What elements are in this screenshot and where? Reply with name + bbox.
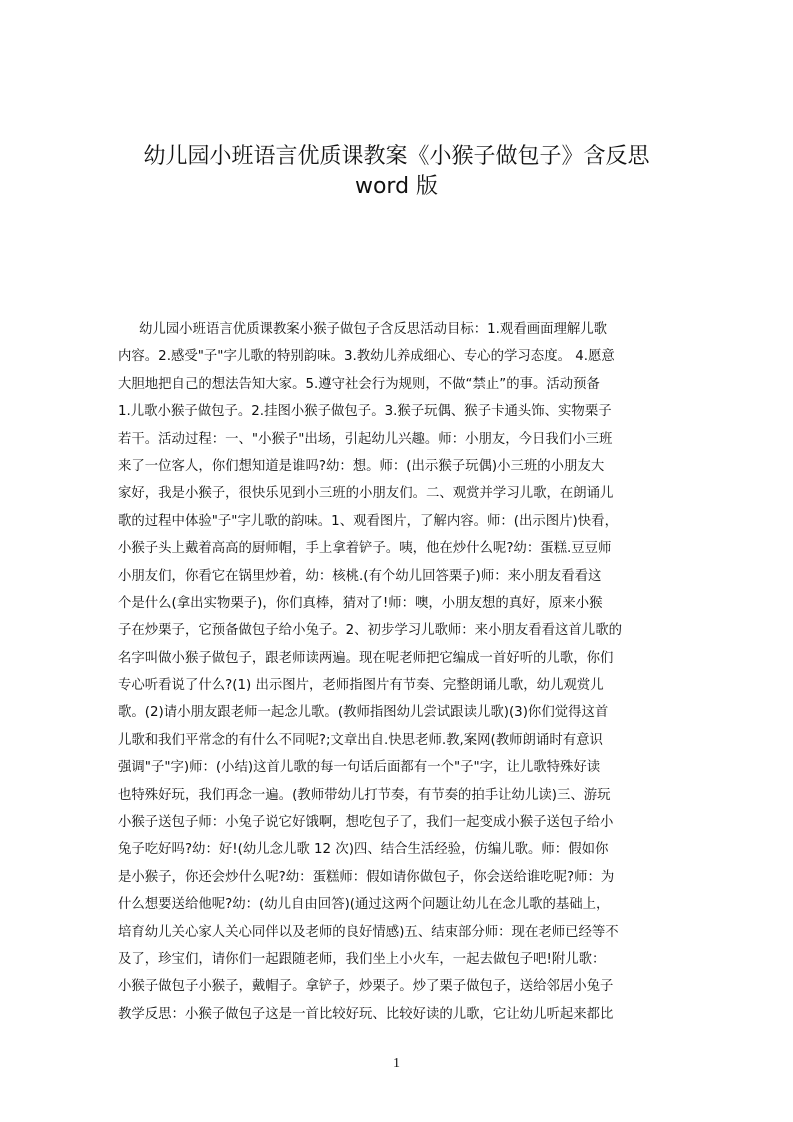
- body-line: 专心听看说了什么?(1) 出示图片，老师指图片有节奏、完整朗诵儿歌，幼儿观赏儿: [118, 678, 604, 694]
- body-line: 是小猴子，你还会炒什么呢?幼：蛋糕师：假如请你做包子，你会送给谁吃呢?师：为: [118, 869, 615, 885]
- body-line: 若干。活动过程：一、"小猴子"出场，引起幼儿兴趣。师：小朋友，今日我们小三班: [118, 431, 613, 447]
- page-title: [60, 142, 733, 202]
- body-line: 及了，珍宝们，请你们一起跟随老师，我们坐上小火车，一起去做包子吧!附儿歌：: [118, 951, 606, 967]
- body-line: 兔子吃好吗?幼：好!(幼儿念儿歌 12 次)四、结合生活经验，仿编儿歌。师：假如你: [118, 842, 609, 858]
- body-line: 来了一位客人，你们想知道是谁吗?幼：想。师：(出示猴子玩偶)小三班的小朋友大: [118, 458, 605, 474]
- body-line: 小朋友们，你看它在锅里炒着，幼：核桃.(有个幼儿回答栗子)师：来小朋友看看这: [118, 568, 602, 584]
- body-line: 1.儿歌小猴子做包子。2.挂图小猴子做包子。3.猴子玩偶、猴子卡通头饰、实物栗子: [118, 404, 612, 420]
- body-line: 小猴子头上戴着高高的厨师帽，手上拿着铲子。咦，他在炒什么呢?幼：蛋糕.豆豆师: [118, 541, 612, 557]
- body-line: 什么想要送给他呢?幼：(幼儿自由回答)(通过这两个问题让幼儿在念儿歌的基础上，: [118, 897, 610, 913]
- body-line: 子在炒栗子，它预备做包子给小兔子。2、初步学习儿歌师：来小朋友看看这首儿歌的: [118, 623, 622, 639]
- body-line: 教学反思：小猴子做包子这是一首比较好玩、比较好读的儿歌，它让幼儿听起来都比: [118, 1006, 614, 1022]
- body-line: 培育幼儿关心家人关心同伴以及老师的良好情感)五、结束部分师：现在老师已经等不: [118, 924, 619, 940]
- body-line: 也特殊好玩，我们再念一遍。(教师带幼儿打节奏，有节奏的拍手让幼儿读)三、游玩: [118, 787, 611, 803]
- body-line: 歌的过程中体验"子"字儿歌的韵味。1、观看图片，了解内容。师：(出示图片)快看，: [118, 513, 618, 529]
- body-line: 大胆地把自己的想法告知大家。5.遵守社会行为规则，不做“禁止”的事。活动预备: [118, 376, 600, 392]
- page-number: 1: [393, 1056, 400, 1071]
- body-line: 歌。(2)请小朋友跟老师一起念儿歌。(教师指图幼儿尝试跟读儿歌)(3)你们觉得这首: [118, 705, 609, 721]
- body-line: 个是什么(拿出实物栗子)，你们真棒，猜对了!师：噢，小朋友想的真好，原来小猴: [118, 595, 603, 611]
- body-line: 小猴子做包子小猴子，戴帽子。拿铲子，炒栗子。炒了栗子做包子，送给邻居小兔子: [118, 979, 614, 995]
- body-line: 内容。2.感受"子"字儿歌的特别韵味。3.教幼儿养成细心、专心的学习态度。 4.愿意: [118, 349, 615, 365]
- title-line-1: 幼儿园小班语言优质课教案《小猴子做包子》含反思: [143, 144, 650, 169]
- body-line: 小猴子送包子师：小兔子说它好饿啊，想吃包子了，我们一起变成小猴子送包子给小: [118, 815, 614, 831]
- body-line: 强调"子"字)师：(小结)这首儿歌的每一句话后面都有一个"子"字，让儿歌特殊好读: [118, 760, 601, 776]
- body-line: 家好，我是小猴子，很快乐见到小三班的小朋友们。二、观赏并学习儿歌，在朗诵儿: [118, 486, 614, 502]
- body-line: 名字叫做小猴子做包子，跟老师读两遍。现在呢老师把它编成一首好听的儿歌，你们: [118, 650, 614, 666]
- body-line: 儿歌和我们平常念的有什么不同呢?;文章出自.快思老师.教,案网(教师朗诵时有意识: [118, 732, 603, 748]
- title-line-2: word 版: [354, 174, 439, 199]
- body-text: [118, 316, 701, 1022]
- body-line: 幼儿园小班语言优质课教案小猴子做包子含反思活动目标：1.观看画面理解儿歌: [139, 322, 608, 337]
